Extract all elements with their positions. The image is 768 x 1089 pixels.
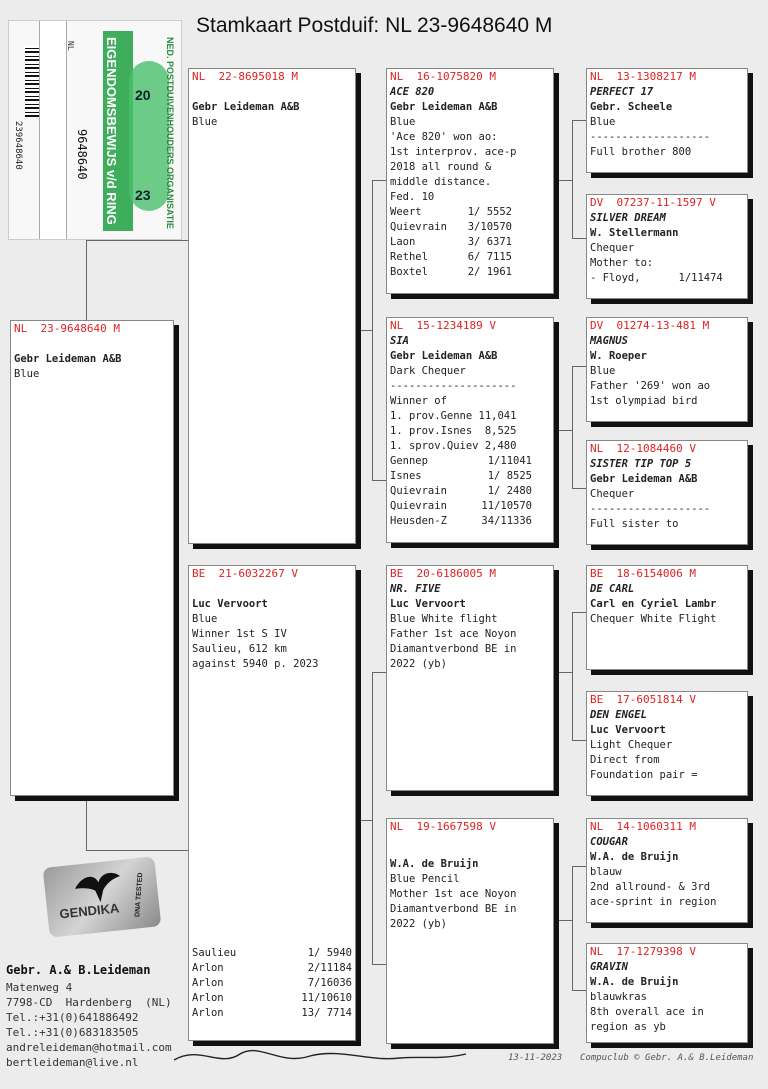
info-line: 1st olympiad bird (590, 395, 698, 407)
connector (572, 120, 573, 238)
connector (86, 240, 87, 322)
owner: W. Roeper (590, 350, 647, 362)
connector (372, 964, 386, 965)
result-row (192, 1006, 352, 1021)
result-row (390, 265, 512, 280)
result-row (390, 469, 532, 484)
ring-id: NL 13-1308217 M (590, 70, 696, 83)
phone: Tel.:+31(0)683183505 (6, 1026, 139, 1039)
connector (572, 488, 586, 489)
info-line: Father '269' won ao (590, 380, 711, 392)
connector (554, 430, 572, 431)
connector (554, 180, 572, 181)
info-line: region as yb (590, 1021, 666, 1033)
connector (572, 612, 586, 613)
ring-id: NL 23-9648640 M (14, 322, 120, 335)
race: Laon (390, 236, 416, 248)
owner: Luc Vervoort (590, 724, 666, 736)
owner: W.A. de Bruijn (590, 976, 679, 988)
ring-id: BE 21-6032267 V (192, 567, 298, 580)
pigeon-name (390, 835, 550, 850)
info-line: 2022 (yb) (390, 658, 447, 670)
owner: Gebr Leideman A&B (192, 101, 300, 113)
owner: W.A. de Bruijn (590, 851, 679, 863)
info-line: 'Ace 820' won ao: (390, 131, 498, 143)
connector (372, 180, 386, 181)
placing: 13/ 7714 (301, 1007, 352, 1019)
badge-side-text: DNA TESTED (134, 872, 145, 918)
ring-id: NL 19-1667598 V (390, 820, 496, 833)
pigeon-name: DEN ENGEL (590, 709, 647, 721)
pigeon-card-sire (188, 68, 356, 544)
connector (572, 740, 586, 741)
race: Gennep (390, 455, 428, 467)
pigeon-card-dam-dam (386, 818, 554, 1044)
race: Arlon (192, 962, 224, 974)
pigeon-card-sire-dam (386, 317, 554, 543)
result-row (192, 991, 352, 1006)
info-line: Blue Pencil (390, 873, 460, 885)
race: Isnes (390, 470, 422, 482)
pigeon-card-sss (586, 68, 748, 173)
email-link[interactable]: bertleideman@live.nl (6, 1056, 139, 1069)
race: Arlon (192, 977, 224, 989)
result-row (192, 976, 352, 991)
placing: 1/ 8525 (487, 470, 532, 482)
connector (572, 990, 586, 991)
info-line: Fed. 10 (390, 191, 435, 203)
pigeon-name: DE CARL (590, 583, 635, 595)
pigeon-name: GRAVIN (590, 961, 628, 973)
info-line: Light Chequer (590, 739, 673, 751)
certificate-org: NED. POSTDUIVENHOUDERS ORGANISATIE (165, 37, 175, 229)
placing: 6/ 7115 (467, 251, 512, 263)
info-line: Blue White flight (390, 613, 498, 625)
pigeon-card-dam-sire (386, 565, 554, 791)
owner: Luc Vervoort (192, 598, 268, 610)
connector (572, 366, 573, 488)
ring-id: NL 17-1279398 V (590, 945, 696, 958)
certificate-title-text: EIGENDOMSBEWIJS v/d RING (104, 37, 119, 225)
ring-id: DV 07237-11-1597 V (590, 196, 716, 209)
owner: Carl en Cyriel Lambr (590, 598, 717, 610)
result-row (192, 946, 352, 961)
info-line: against 5940 p. 2023 (192, 658, 319, 670)
placing: 1/ 5552 (467, 206, 512, 218)
connector (572, 612, 573, 740)
race: Weert (390, 206, 422, 218)
connector (372, 672, 386, 673)
connector (572, 238, 586, 239)
owner: Gebr. Scheele (590, 101, 673, 113)
pigeon-card-dsd (586, 691, 748, 796)
result-row (192, 961, 352, 976)
ring-certificate (8, 20, 182, 240)
placing: 2/11184 (307, 962, 352, 974)
connector (86, 795, 87, 850)
placing: 7/16036 (307, 977, 352, 989)
connector (554, 920, 572, 921)
owner-block (6, 960, 172, 1070)
address-line: 7798-CD Hardenberg (NL) (6, 996, 172, 1009)
ring-id: BE 18-6154006 M (590, 567, 696, 580)
info-line: Dark Chequer (390, 365, 466, 377)
info-line: Diamantverbond BE in (390, 903, 517, 915)
race: Boxtel (390, 266, 428, 278)
color: Blue (192, 116, 218, 128)
pigeon-name: NR. FIVE (390, 583, 441, 595)
pigeon-card-sds (586, 317, 748, 422)
result-row (390, 454, 532, 469)
owner: Gebr Leideman A&B (390, 350, 498, 362)
owner: Luc Vervoort (390, 598, 466, 610)
barcode-number: 239648640 (13, 121, 23, 170)
results-list (192, 946, 352, 1021)
info-line: - Floyd, 1/11474 (590, 272, 723, 284)
pigeon-name: SILVER DREAM (590, 212, 666, 224)
info-line: 2018 all round & (390, 161, 492, 173)
info-line: Blue (590, 365, 616, 377)
connector (572, 120, 586, 121)
pigeon-card-sdd (586, 440, 748, 545)
phone: Tel.:+31(0)641886492 (6, 1011, 139, 1024)
info-line: ace-sprint in region (590, 896, 717, 908)
pigeon-name: SISTER TIP TOP 5 (590, 458, 692, 470)
results-list (390, 454, 532, 529)
race: Rethel (390, 251, 428, 263)
pigeon-card-ddd (586, 943, 748, 1043)
dna-tested-badge (43, 856, 162, 937)
placing: 1/11041 (487, 455, 532, 467)
ring-id: NL 14-1060311 M (590, 820, 696, 833)
race: Arlon (192, 1007, 224, 1019)
owner: Gebr Leideman A&B (14, 353, 122, 365)
placing: 11/10570 (481, 500, 532, 512)
pigeon-card-ssd (586, 194, 748, 299)
info-line: Saulieu, 612 km (192, 643, 287, 655)
connector (572, 866, 573, 990)
info-line: Mother 1st ace Noyon (390, 888, 517, 900)
info-line: Father 1st ace Noyon (390, 628, 517, 640)
info-line: ------------------- (590, 503, 711, 515)
placing: 3/ 6371 (467, 236, 512, 248)
connector (572, 866, 586, 867)
race: Quievrain (390, 485, 447, 497)
info-line: Diamantverbond BE in (390, 643, 517, 655)
signature (170, 1040, 470, 1070)
address-line: Matenweg 4 (6, 981, 73, 994)
info-line: Blue (192, 613, 218, 625)
info-line: Blue (590, 116, 616, 128)
info-line: ------------------- (590, 131, 711, 143)
race: Quievrain (390, 221, 447, 233)
pigeon-card-dds (586, 818, 748, 923)
result-row (390, 235, 512, 250)
print-date: 13-11-2023 (508, 1053, 563, 1063)
pigeon-name: MAGNUS (590, 335, 628, 347)
info-line: 2nd allround- & 3rd (590, 881, 711, 893)
info-line: Foundation pair = (590, 769, 698, 781)
race: Arlon (192, 992, 224, 1004)
pigeon-card-dss (586, 565, 748, 670)
placing: 1/ 2480 (487, 485, 532, 497)
info-line: blauwkras (590, 991, 647, 1003)
page-title: Stamkaart Postduif: NL 23-9648640 M (196, 14, 553, 37)
pigeon-card-subject (10, 320, 174, 796)
connector (356, 330, 372, 331)
info-line: Chequer White Flight (590, 613, 717, 625)
ring-id: NL 16-1075820 M (390, 70, 496, 83)
pigeon-name: ACE 820 (390, 86, 435, 98)
result-row (390, 499, 532, 514)
info-line: 1. prov.Isnes 8,525 (390, 425, 517, 437)
info-line: Blue (390, 116, 416, 128)
race: Quievrain (390, 500, 447, 512)
result-row (390, 250, 512, 265)
info-line: 2022 (yb) (390, 918, 447, 930)
certificate-stripe (39, 21, 67, 239)
info-line: Winner 1st S IV (192, 628, 287, 640)
info-line: Full sister to (590, 518, 679, 530)
copyright: Compuclub © Gebr. A.& B.Leideman (580, 1053, 754, 1063)
connector (86, 240, 190, 241)
info-line: blauw (590, 866, 622, 878)
info-line: Full brother 800 (590, 146, 692, 158)
info-line: 1. prov.Genne 11,041 (390, 410, 517, 422)
connector (86, 850, 190, 851)
certificate-title (104, 37, 119, 237)
info-line: Chequer (590, 242, 635, 254)
info-line: Winner of (390, 395, 447, 407)
race: Saulieu (192, 947, 237, 959)
pigeon-name: SIA (390, 335, 409, 347)
color: Blue (14, 368, 40, 380)
placing: 34/11336 (481, 515, 532, 527)
connector (372, 672, 373, 964)
info-line: Chequer (590, 488, 635, 500)
info-line: -------------------- (390, 380, 517, 392)
ring-id: BE 17-6051814 V (590, 693, 696, 706)
info-line: 1st interprov. ace-p (390, 146, 517, 158)
ring-id: DV 01274-13-481 M (590, 319, 710, 332)
result-row (390, 220, 512, 235)
info-line: 1. sprov.Quiev 2,480 (390, 440, 517, 452)
pigeon-card-sire-sire (386, 68, 554, 294)
ring-id: NL 15-1234189 V (390, 319, 496, 332)
ring-id: BE 20-6186005 M (390, 567, 496, 580)
owner: Gebr Leideman A&B (390, 101, 498, 113)
info-line: Mother to: (590, 257, 654, 269)
placing: 1/ 5940 (307, 947, 352, 959)
pigeon-card-dam (188, 565, 356, 1041)
ring-id: NL 22-8695018 M (192, 70, 298, 83)
certificate-country: NL (66, 41, 75, 51)
connector (372, 480, 386, 481)
results-list (390, 205, 512, 280)
certificate-ring-number: 9648640 (75, 129, 89, 180)
owner: Gebr Leideman A&B (590, 473, 698, 485)
result-row (390, 484, 532, 499)
connector (372, 180, 373, 480)
race: Heusden-Z (390, 515, 447, 527)
email-link[interactable]: andreleideman@hotmail.com (6, 1041, 172, 1054)
certificate-year-b: 23 (135, 187, 151, 203)
placing: 11/10610 (301, 992, 352, 1004)
owner: W.A. de Bruijn (390, 858, 479, 870)
owner: W. Stellermann (590, 227, 679, 239)
result-row (390, 205, 512, 220)
connector (356, 820, 372, 821)
placing: 2/ 1961 (467, 266, 512, 278)
connector (554, 672, 572, 673)
info-line: middle distance. (390, 176, 492, 188)
certificate-year-a: 20 (135, 87, 151, 103)
owner-name: Gebr. A.& B.Leideman (6, 963, 151, 977)
pigeon-name: COUGAR (590, 836, 628, 848)
result-row (390, 514, 532, 529)
badge-brand: GENDIKA (58, 900, 120, 922)
ring-id: NL 12-1084460 V (590, 442, 696, 455)
placing: 3/10570 (467, 221, 512, 233)
info-line: 8th overall ace in (590, 1006, 704, 1018)
pigeon-name: PERFECT 17 (590, 86, 654, 98)
connector (572, 366, 586, 367)
info-line: Direct from (590, 754, 660, 766)
